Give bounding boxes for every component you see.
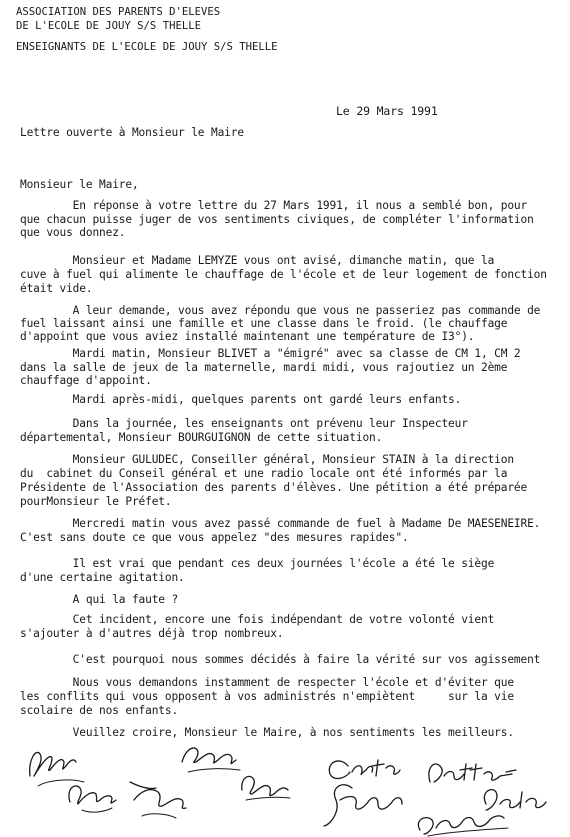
paragraph-line: pourMonsieur le Préfet. (20, 495, 172, 508)
signature-1 (30, 752, 84, 786)
paragraph-line: Monsieur et Madame LEMYZE vous ont avisé, dimanche matin, que la (20, 254, 495, 267)
closing-formula: Veuillez croire, Monsieur le Maire, à nos sentiments les meilleurs. (20, 726, 514, 739)
signature-7 (324, 785, 402, 826)
signature-3 (130, 782, 186, 818)
salutation: Monsieur le Maire, (20, 178, 139, 191)
paragraph-line: que vous donnez. (20, 226, 126, 239)
paragraph-line: s'ajouter à d'autres déjà trop nombreux. (20, 627, 284, 640)
paragraph-line: Cet incident, encore une fois indépendant de votre volonté vient (20, 613, 495, 626)
paragraph-line: C'est pourquoi nous sommes décidés à faire la vérité sur vos agissement (20, 653, 541, 666)
paragraph-line: était vide. (20, 282, 93, 295)
paragraph-line: d'une certaine agitation. (20, 571, 185, 584)
paragraph-line: fuel laissant ainsi une famille et une classe dans le froid. (le chauffage (20, 317, 508, 330)
paragraph-line: Dans la journée, les enseignants ont prévenu leur Inspecteur (20, 417, 468, 430)
paragraph-line: Il est vrai que pendant ces deux journées l'école a été le siège (20, 557, 495, 570)
paragraph-line: d'appoint que vous aviez installé maintenant une température de I3°). (20, 330, 475, 343)
signature-delattre (484, 790, 546, 810)
paragraph-line: C'est sans doute ce que vous appelez "des mesures rapides". (20, 531, 409, 544)
paragraph-line: chauffage d'appoint. (20, 374, 152, 387)
paragraph-line: En réponse à votre lettre du 27 Mars 1991, il nous a semblé bon, pour (20, 199, 528, 212)
signature-10 (418, 816, 508, 836)
header-line-association: ASSOCIATION DES PARENTS D'ELEVES (16, 6, 221, 18)
paragraph-line: Nous vous demandons instamment de respecter l'école et d'éviter que (20, 676, 514, 689)
letter-subject: Lettre ouverte à Monsieur le Maire (20, 126, 244, 139)
paragraph-line: Mercredi matin vous avez passé commande de fuel à Madame De MAESENEIRE. (20, 517, 541, 530)
paragraph-line: les conflits qui vous opposent à vos administrés n'empiètent sur la vie (20, 690, 514, 703)
paragraph-line: départemental, Monsieur BOURGUIGNON de cette situation. (20, 431, 383, 444)
header-line-teachers: ENSEIGNANTS DE L'ECOLE DE JOUY S/S THELLE (16, 41, 278, 53)
signature-5 (242, 776, 290, 800)
signature-4 (182, 748, 240, 772)
paragraph-line: du cabinet du Conseil général et une radio locale ont été informés par la (20, 467, 508, 480)
paragraph-line: Présidente de l'Association des parents d'élèves. Une pétition a été préparée (20, 481, 528, 494)
signature-2 (69, 786, 116, 812)
signature-poitteviss (429, 764, 516, 782)
paragraph-line: Mardi après-midi, quelques parents ont gardé leurs enfants. (20, 393, 462, 406)
header-line-school: DE L'ECOLE DE JOUY S/S THELLE (16, 20, 201, 32)
signature-caratini (329, 760, 400, 778)
paragraph-line: que chacun puisse juger de vos sentiments civiques, de compléter l'information (20, 213, 534, 226)
signatures-block (0, 730, 570, 837)
letter-date: Le 29 Mars 1991 (336, 104, 438, 118)
paragraph-line: Mardi matin, Monsieur BLIVET a "émigré" avec sa classe de CM 1, CM 2 (20, 347, 521, 360)
paragraph-line: scolaire de nos enfants. (20, 704, 179, 717)
paragraph-line: A qui la faute ? (20, 593, 179, 606)
paragraph-line: Monsieur GULUDEC, Conseiller général, Monsieur STAIN à la direction (20, 453, 514, 466)
paragraph-line: A leur demande, vous avez répondu que vous ne passeriez pas commande de (20, 304, 541, 317)
paragraph-line: dans la salle de jeux de la maternelle, mardi midi, vous rajoutiez un 2ème (20, 361, 508, 374)
paragraph-line: cuve à fuel qui alimente le chauffage de l'école et de leur logement de fonction (20, 268, 547, 281)
